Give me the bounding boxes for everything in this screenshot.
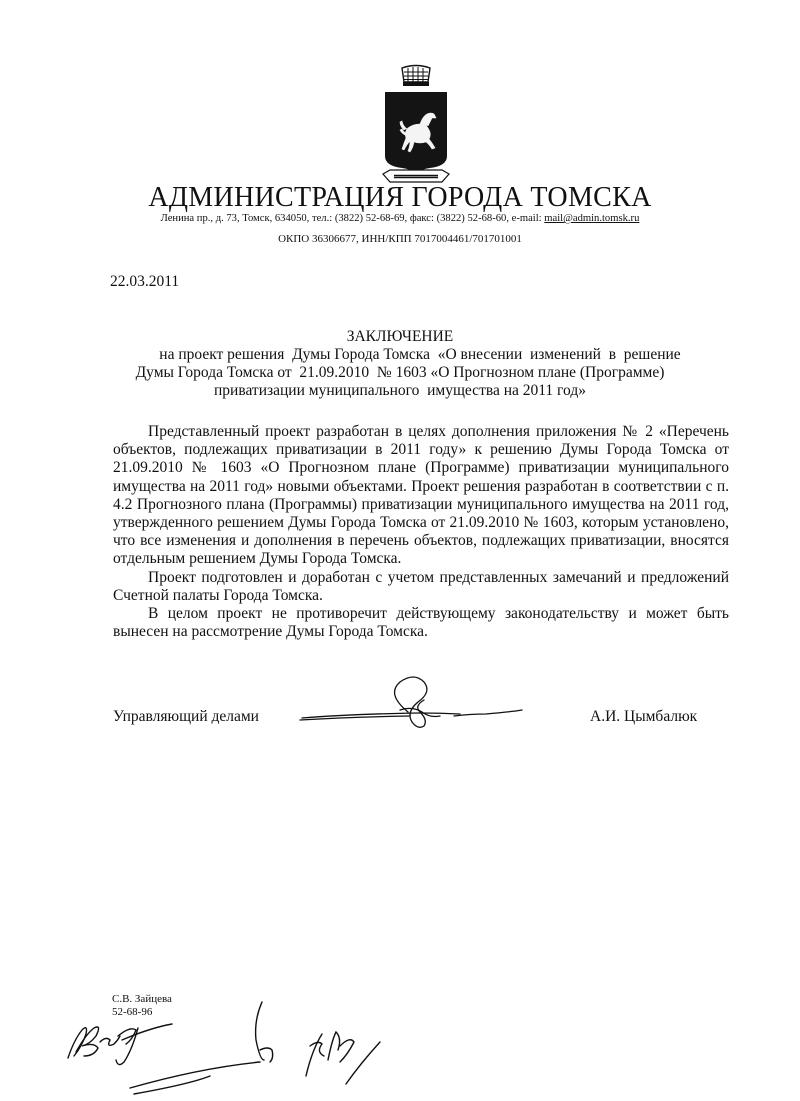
body-paragraph: Представленный проект разработан в целях дополнения приложения № 2 «Перечень объектов, подлежащих приватизации в 2011 году» к решению Думы Города Томска от 21.09.2010 № 1603 «О Прогнозном плане (Программе) приватизации муниципального имущества на 2011 год» новыми объектами. Проект решения разработан в соответствии с п. 4.2 Прогнозного плана (Программы) приватизации муниципального имущества на 2011 год, утвержденного решением Думы Города Томска от 21.09.2010 № 1603, которым установлено, что все изменения и дополнения в перечень объектов, подлежащих приватизации, вносятся отдельным решением Думы Города Томска. (113, 423, 729, 568)
footer-handwritten-marks-icon (60, 990, 390, 1100)
organization-title: АДМИНИСТРАЦИЯ ГОРОДА ТОМСКА (148, 182, 652, 213)
document-subtitle-line: на проект решения Думы Города Томска «О внесении изменений в решение (159, 346, 681, 363)
document-title: ЗАКЛЮЧЕНИЕ (346, 328, 454, 345)
email-link[interactable]: mail@admin.tomsk.ru (544, 213, 640, 224)
signatory-name: А.И. Цымбалюк (590, 708, 698, 725)
address-text: Ленина пр., д. 73, Томск, 634050, тел.: (3822) 52-68-69, факс: (3822) 52-68-60, e-mail: (160, 213, 545, 224)
document-date: 22.03.2011 (110, 273, 180, 290)
document-subtitle-line: Думы Города Томска от 21.09.2010 № 1603 «О Прогнозном плане (Программе) (135, 364, 665, 381)
ribbon-icon (383, 170, 449, 182)
body-paragraph: В целом проект не противоречит действующему законодательству и может быть вынесен на рассмотрение Думы Города Томска. (113, 605, 729, 641)
organization-codes: ОКПО 36306677, ИНН/КПП 7017004461/701701001 (278, 233, 522, 245)
document-subtitle-line: приватизации муниципального имущества на 2011 год» (214, 382, 586, 399)
executor-phone: 52-68-96 (112, 1006, 153, 1018)
body-paragraph: Проект подготовлен и доработан с учетом представленных замечаний и предложений Счетной палаты Города Томска. (113, 568, 729, 604)
crown-icon (402, 66, 430, 87)
coat-of-arms-icon (380, 64, 452, 186)
organization-address (0, 212, 800, 225)
signatory-position: Управляющий делами (113, 708, 259, 725)
handwritten-signature-icon (290, 672, 530, 734)
executor-name: С.В. Зайцева (112, 993, 172, 1005)
document-body (113, 423, 729, 641)
